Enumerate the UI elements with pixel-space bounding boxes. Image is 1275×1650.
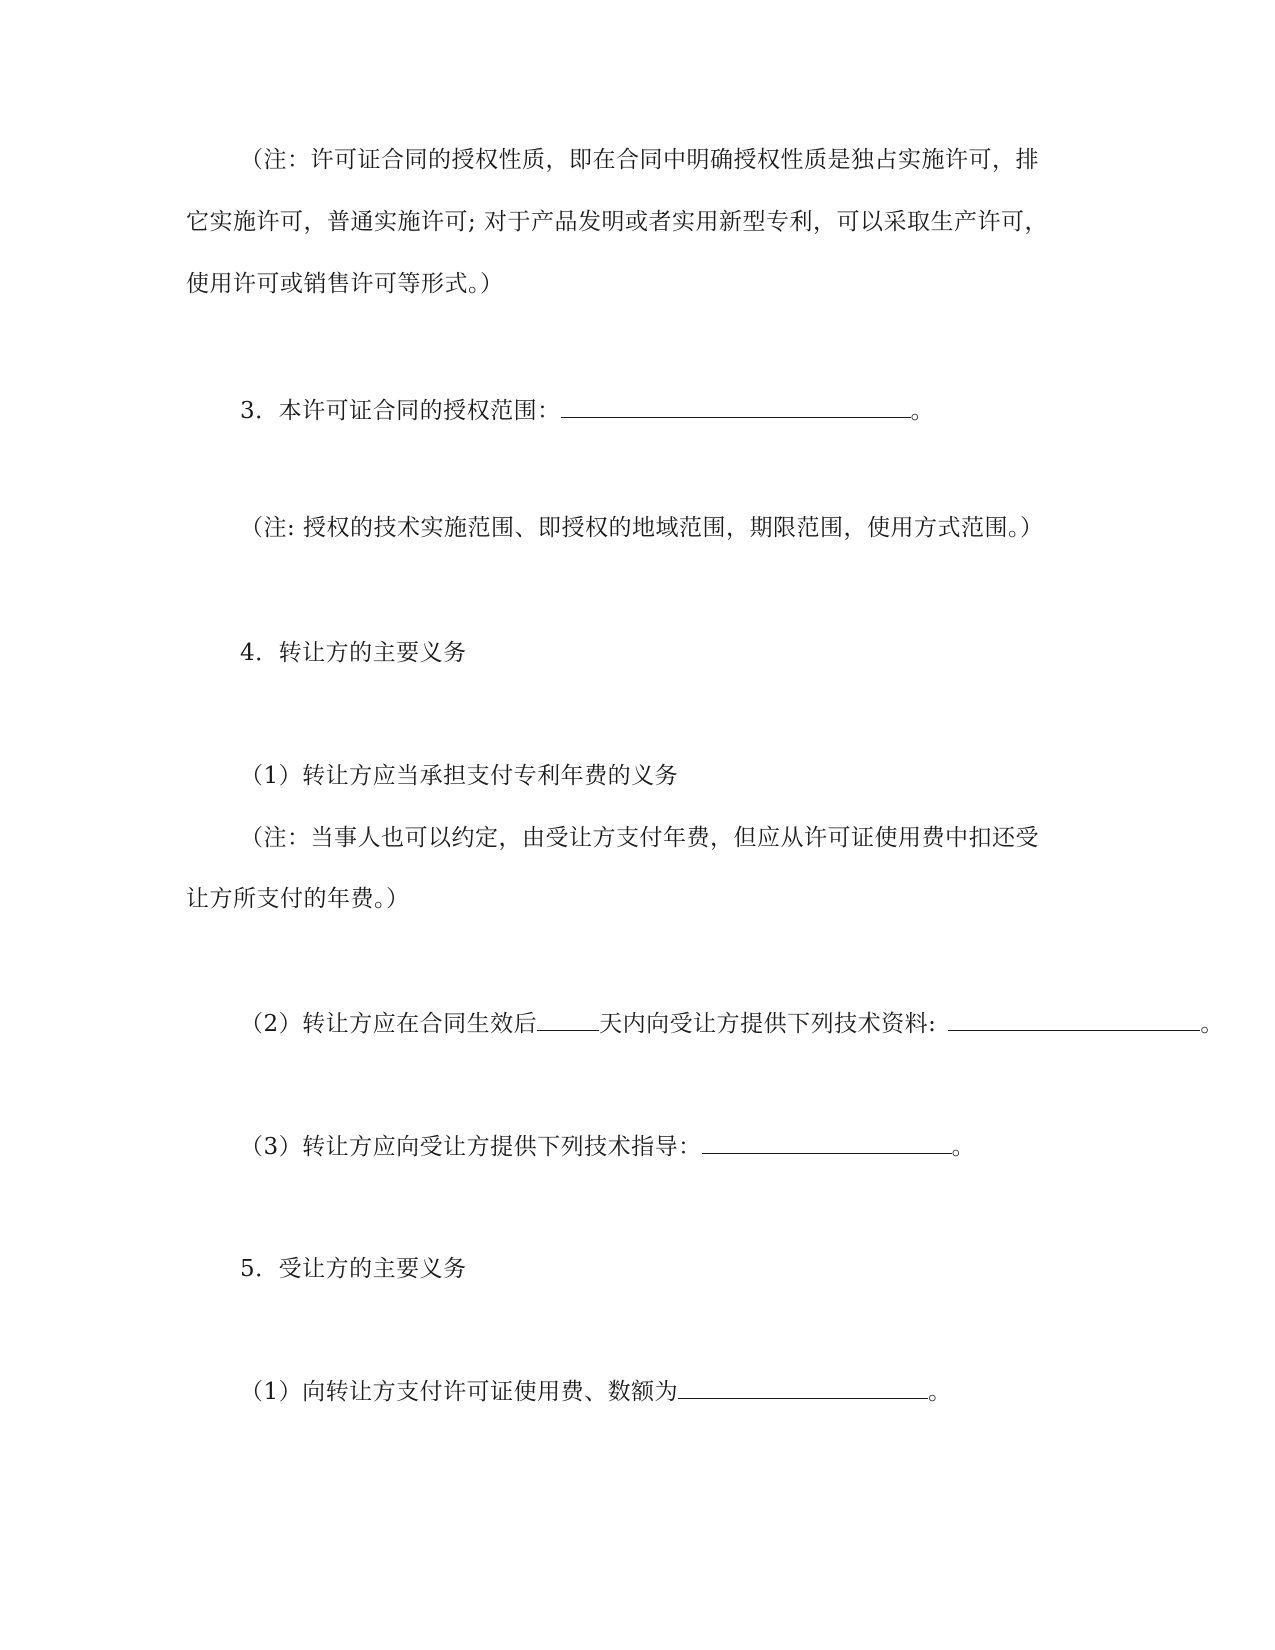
item-4-sub-3 [240, 1131, 975, 1162]
item-4-sub-2-materials-blank[interactable] [948, 1008, 1200, 1031]
note-authorization-nature-line-1: （注：许可证合同的授权性质，即在合同中明确授权性质是独占实施许可，排 [240, 147, 1039, 173]
item-4-sub-3-suffix: 。 [951, 1134, 976, 1160]
item-3-authorization-scope [240, 395, 934, 426]
item-4-heading: 4．转让方的主要义务 [240, 640, 467, 666]
item-4-sub-3-label: （3）转让方应向受让方提供下列技术指导： [240, 1134, 702, 1160]
item-4-sub-2-days-blank[interactable] [537, 1008, 599, 1031]
item-3-label: 3．本许可证合同的授权范围： [240, 398, 561, 424]
item-5-heading: 5．受让方的主要义务 [240, 1256, 467, 1282]
item-5-sub-1-amount-blank[interactable] [678, 1376, 928, 1399]
note-authorization-nature-line-3: 使用许可或销售许可等形式。） [186, 271, 504, 297]
item-4-sub-2 [240, 1008, 1224, 1039]
note-authorization-scope: （注: 授权的技术实施范围、即授权的地域范围，期限范围，使用方式范围。） [240, 515, 1044, 541]
item-4-sub-1-note-line-1: （注：当事人也可以约定，由受让方支付年费，但应从许可证使用费中扣还受 [240, 825, 1039, 851]
item-5-sub-1-suffix: 。 [928, 1379, 952, 1405]
item-4-sub-1-note-line-2: 让方所支付的年费。） [186, 886, 410, 912]
note-authorization-nature-line-2: 它实施许可，普通实施许可; 对于产品发明或者实用新型专利，可以采取生产许可， [186, 209, 1049, 235]
item-5-sub-1 [240, 1376, 952, 1407]
item-4-sub-2-part-2: 天内向受让方提供下列技术资料: [599, 1011, 937, 1037]
item-5-sub-1-label: （1）向转让方支付许可证使用费、数额为 [240, 1379, 679, 1405]
item-4-sub-2-part-1: （2）转让方应在合同生效后 [240, 1011, 538, 1037]
item-4-sub-2-suffix: 。 [1200, 1011, 1224, 1037]
item-3-suffix: 。 [910, 398, 935, 424]
item-4-sub-3-guidance-blank[interactable] [702, 1131, 952, 1154]
item-3-blank-field[interactable] [561, 395, 911, 418]
item-4-sub-1: （1）转让方应当承担支付专利年费的义务 [240, 763, 679, 789]
